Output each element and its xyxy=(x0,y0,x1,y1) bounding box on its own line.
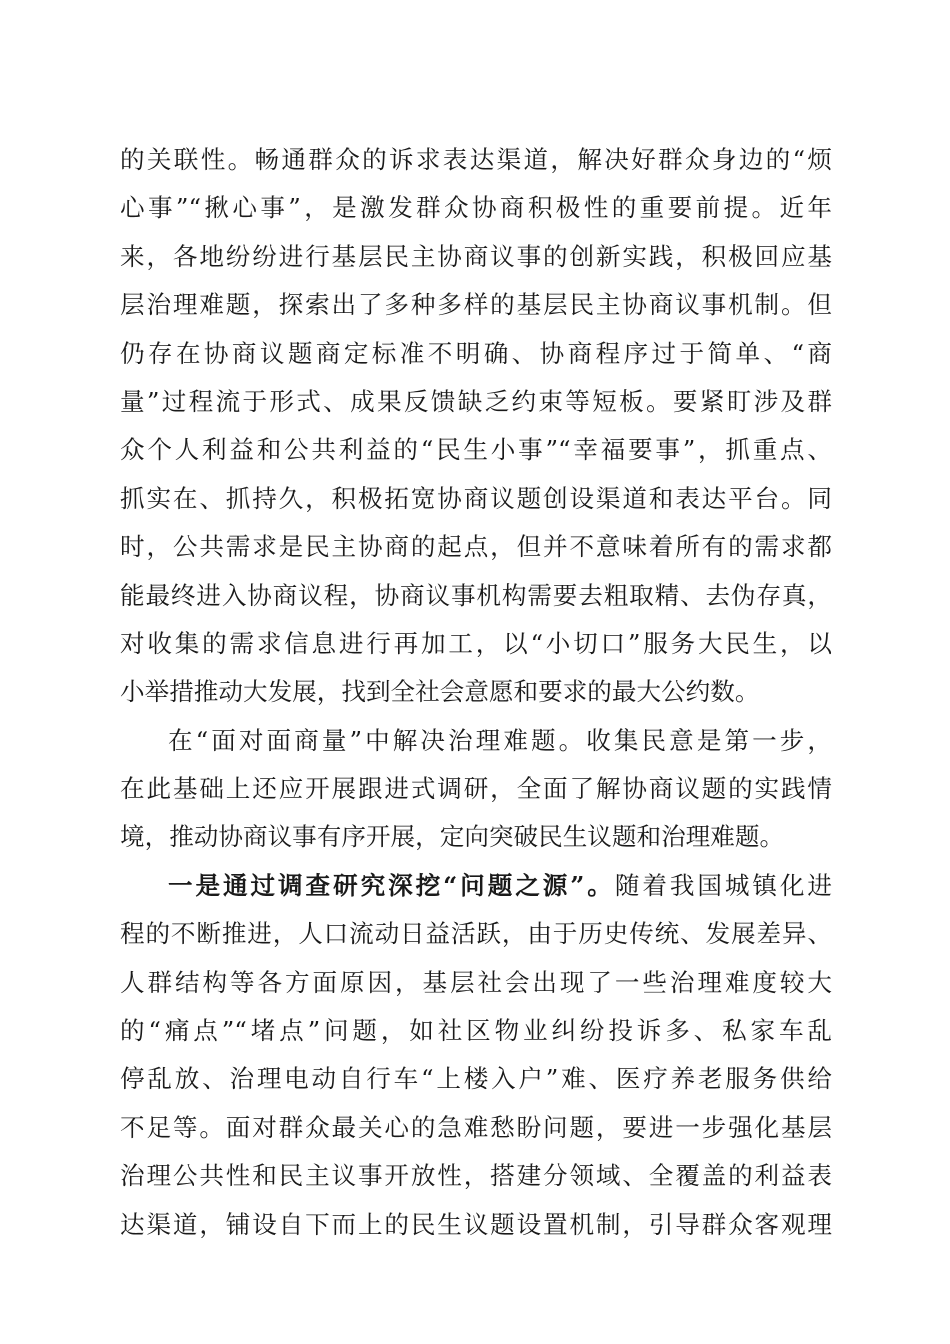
text-line: 抓实在、抓持久，积极拓宽协商议题创设渠道和表达平台。同 xyxy=(120,483,832,513)
text-line: 小举措推动大发展，找到全社会意愿和要求的最大公约数。 xyxy=(120,677,760,707)
text-line: 在此基础上还应开展跟进式调研，全面了解协商议题的实践情 xyxy=(120,774,832,804)
text-line: 量”过程流于形式、成果反馈缺乏约束等短板。要紧盯涉及群 xyxy=(120,386,832,416)
text-line: 治理公共性和民主议事开放性，搭建分领域、全覆盖的利益表 xyxy=(120,1161,832,1191)
text-line: 众个人利益和公共利益的“民生小事”“幸福要事”，抓重点、 xyxy=(120,435,832,465)
text-line: 达渠道，铺设自下而上的民生议题设置机制，引导群众客观理 xyxy=(120,1209,832,1239)
text-line: 能最终进入协商议程，协商议事机构需要去粗取精、去伪存真， xyxy=(120,580,832,610)
text-line: 在“面对面商量”中解决治理难题。收集民意是第一步， xyxy=(168,725,832,755)
heading-line-rest: 随着我国城镇化进 xyxy=(614,870,832,900)
text-line: 不足等。面对群众最关心的急难愁盼问题，要进一步强化基层 xyxy=(120,1112,832,1142)
paragraph-3 xyxy=(120,862,832,1249)
text-line: 人群结构等各方面原因，基层社会出现了一些治理难度较大 xyxy=(120,967,832,997)
document-body xyxy=(120,136,832,1249)
text-line: 的“痛点”“堵点”问题，如社区物业纠纷投诉多、私家车乱 xyxy=(120,1016,832,1046)
text-line: 的关联性。畅通群众的诉求表达渠道，解决好群众身边的“烦 xyxy=(120,145,832,174)
text-line: 心事”“揪心事”，是激发群众协商积极性的重要前提。近年 xyxy=(120,193,832,223)
paragraph-2 xyxy=(120,717,832,862)
text-line: 层治理难题，探索出了多种多样的基层民主协商议事机制。但 xyxy=(120,290,832,320)
text-line xyxy=(120,862,832,910)
text-line: 程的不断推进，人口流动日益活跃，由于历史传统、发展差异、 xyxy=(120,919,832,949)
text-line: 时，公共需求是民主协商的起点，但并不意味着所有的需求都 xyxy=(120,532,832,562)
text-line: 来，各地纷纷进行基层民主协商议事的创新实践，积极回应基 xyxy=(120,241,832,271)
text-line: 停乱放、治理电动自行车“上楼入户”难、医疗养老服务供给 xyxy=(120,1064,832,1094)
text-line: 对收集的需求信息进行再加工，以“小切口”服务大民生，以 xyxy=(120,628,832,658)
text-line: 仍存在协商议题商定标准不明确、协商程序过于简单、“商 xyxy=(120,338,832,368)
paragraph-heading: 一是通过调查研究深挖“问题之源”。 xyxy=(168,870,615,900)
paragraph-1 xyxy=(120,136,832,717)
text-line: 境，推动协商议事有序开展，定向突破民生议题和治理难题。 xyxy=(120,822,785,852)
